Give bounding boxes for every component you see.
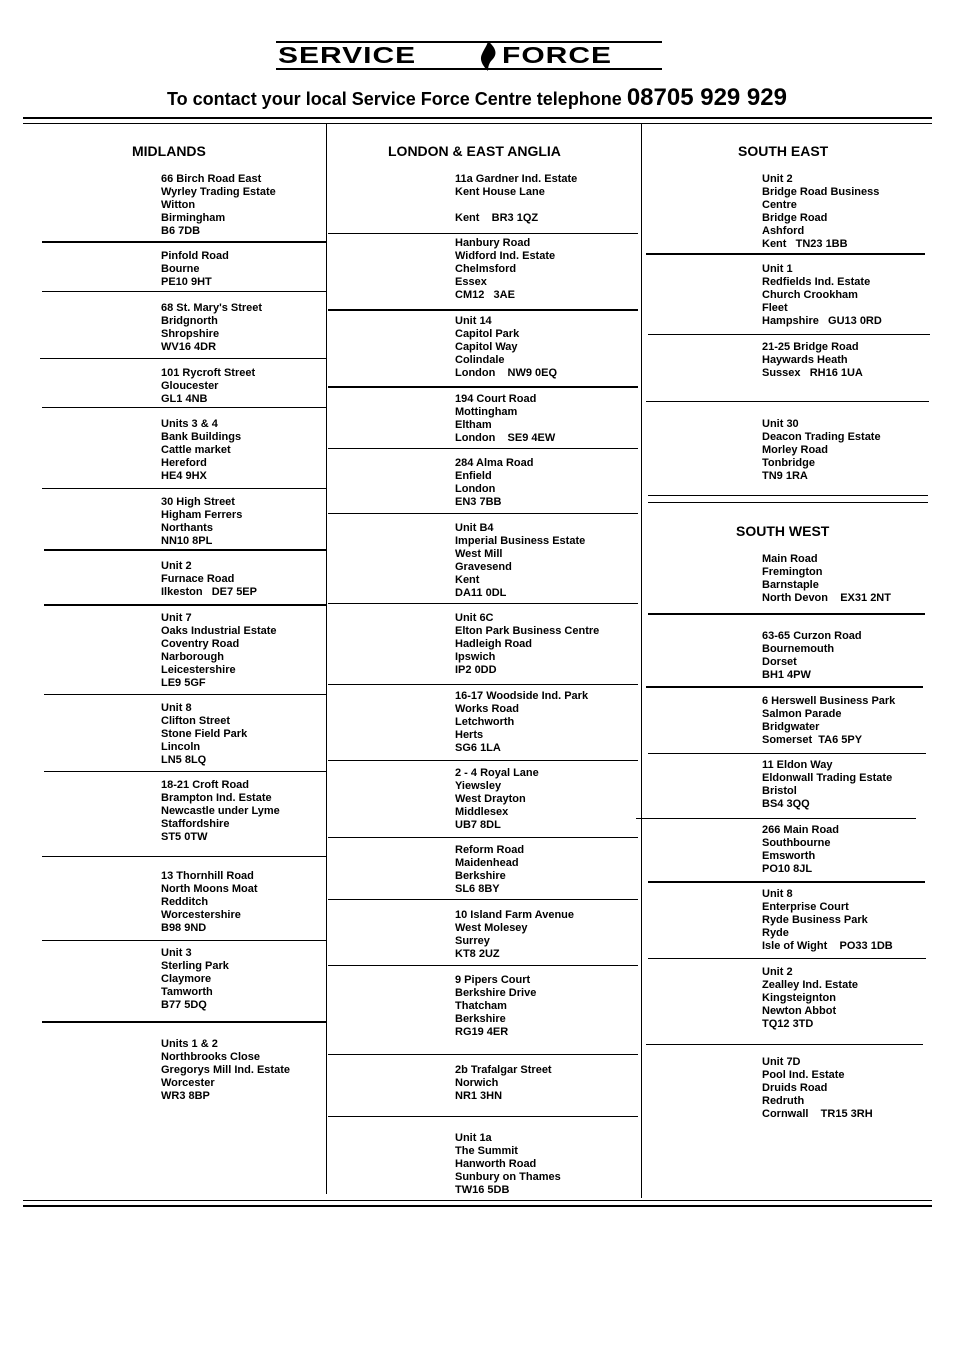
southeast-entry: Unit 2 Bridge Road Business Centre Bridge Road Ashford Kent TN23 1BB — [762, 173, 880, 250]
midlands-separator — [44, 771, 327, 772]
midlands-separator — [42, 291, 327, 292]
southwest-entry: 6 Herswell Business Park Salmon Parade Bridgwater Somerset TA6 5PY — [762, 695, 896, 746]
southwest-separator — [648, 613, 925, 615]
london-entry: 11a Gardner Ind. Estate Kent House Lane Kent BR3 1QZ — [455, 173, 578, 224]
midlands-separator — [40, 358, 327, 359]
column-divider-1 — [326, 124, 327, 1194]
midlands-entry: Units 1 & 2 Northbrooks Close Gregorys Mill Ind. Estate Worcester WR3 8BP — [161, 1038, 290, 1102]
london-entry: Hanbury Road Widford Ind. Estate Chelmsford Essex CM12 3AE — [455, 237, 556, 301]
midlands-entry: Unit 8 Clifton Street Stone Field Park Lincoln LN5 8LQ — [161, 702, 248, 766]
logo-word-force: FORCE — [502, 42, 612, 69]
midlands-entry: Unit 7 Oaks Industrial Estate Coventry Road Narborough Leicestershire LE9 5GF — [161, 612, 277, 689]
southeast-entry: Unit 1 Redfields Ind. Estate Church Crookham Fleet Hampshire GU13 0RD — [762, 263, 882, 327]
southwest-title: SOUTH WEST — [736, 523, 830, 539]
southwest-entry: 266 Main Road Southbourne Emsworth PO10 8JL — [762, 824, 840, 875]
headline-text: To contact your local Service Force Centre telephone — [167, 89, 627, 109]
midlands-entry: Units 3 & 4 Bank Buildings Cattle market Hereford HE4 9HX — [161, 418, 242, 482]
southwest-separator — [648, 958, 926, 959]
southeast-title: SOUTH EAST — [738, 143, 829, 159]
london-separator — [328, 386, 638, 388]
midlands-separator — [42, 488, 327, 489]
london-separator — [328, 760, 638, 761]
london-entry: 10 Island Farm Avenue West Molesey Surrey KT8 2UZ — [455, 909, 575, 960]
bottom-rule-2 — [23, 1205, 932, 1207]
london-entry: 16-17 Woodside Ind. Park Works Road Letchworth Herts SG6 1LA — [455, 690, 589, 754]
southwest-entry: Unit 2 Zealley Ind. Estate Kingsteignton Newton Abbot TQ12 3TD — [762, 966, 858, 1030]
midlands-entry: 30 High Street Higham Ferrers Northants NN10 8PL — [161, 496, 243, 547]
southeast-entry: Unit 30 Deacon Trading Estate Morley Road Tonbridge TN9 1RA — [762, 418, 881, 482]
midlands-separator — [44, 549, 327, 551]
southwest-separator — [636, 818, 916, 819]
southwest-separator — [648, 881, 925, 883]
midlands-entry: 66 Birch Road East Wyrley Trading Estate Witton Birmingham B6 7DB — [161, 173, 276, 237]
london-separator — [328, 603, 638, 604]
london-separator — [328, 513, 638, 514]
phone-number: 08705 929 929 — [626, 84, 787, 111]
top-rule-1 — [23, 117, 932, 119]
midlands-entry: 101 Rycroft Street Gloucester GL1 4NB — [161, 367, 256, 405]
midlands-title: MIDLANDS — [132, 143, 206, 159]
southeast-separator — [648, 334, 930, 335]
london-entry: Unit 14 Capitol Park Capitol Way Colindale London NW9 0EQ — [455, 315, 558, 379]
logo-word-service: SERVICE — [278, 42, 417, 69]
midlands-separator — [42, 856, 327, 857]
top-rule-2 — [23, 123, 932, 124]
midlands-separator — [42, 241, 327, 243]
london-separator — [328, 309, 638, 311]
column-divider-2 — [641, 124, 642, 1198]
midlands-separator — [42, 1021, 327, 1023]
midlands-entry: Unit 3 Sterling Park Claymore Tamworth B77 5DQ — [161, 947, 229, 1011]
london-entry: 9 Pipers Court Berkshire Drive Thatcham Berkshire RG19 4ER — [455, 974, 537, 1038]
london-separator — [328, 684, 638, 685]
midlands-separator — [44, 604, 327, 606]
london-title: LONDON & EAST ANGLIA — [388, 143, 561, 159]
logo-bottom-rule — [276, 68, 662, 70]
london-entry: Unit B4 Imperial Business Estate West Mill Gravesend Kent DA11 0DL — [455, 522, 586, 599]
southwest-entry: 63-65 Curzon Road Bournemouth Dorset BH1 4PW — [762, 630, 862, 681]
london-separator — [328, 233, 638, 234]
southwest-separator — [646, 686, 923, 688]
midlands-entry: Unit 2 Furnace Road Ilkeston DE7 5EP — [161, 560, 257, 598]
london-entry: 194 Court Road Mottingham Eltham London SE9 4EW — [455, 393, 556, 444]
london-separator — [328, 965, 638, 966]
midlands-entry: 13 Thornhill Road North Moons Moat Redditch Worcestershire B98 9ND — [161, 870, 258, 934]
southeast-separator — [648, 502, 928, 503]
southwest-entry: 11 Eldon Way Eldonwall Trading Estate Bristol BS4 3QQ — [762, 759, 893, 810]
southeast-entry: 21-25 Bridge Road Haywards Heath Sussex RH16 1UA — [762, 341, 863, 379]
midlands-entry: 18-21 Croft Road Brampton Ind. Estate Newcastle under Lyme Staffordshire ST5 0TW — [161, 779, 280, 843]
southwest-entry: Main Road Fremington Barnstaple North Devon EX31 2NT — [762, 553, 891, 604]
southeast-separator — [646, 401, 929, 402]
london-separator — [328, 899, 638, 900]
southwest-separator — [648, 753, 926, 754]
london-separator — [328, 1054, 638, 1055]
midlands-separator — [42, 407, 327, 408]
service-force-logo — [276, 40, 662, 72]
london-entry: 284 Alma Road Enfield London EN3 7BB — [455, 457, 534, 508]
southeast-separator — [646, 253, 925, 255]
southeast-separator — [648, 495, 928, 496]
london-entry: 2b Trafalgar Street Norwich NR1 3HN — [455, 1064, 552, 1102]
headline — [0, 84, 954, 112]
london-entry: 2 - 4 Royal Lane Yiewsley West Drayton Middlesex UB7 8DL — [455, 767, 539, 831]
london-entry: Reform Road Maidenhead Berkshire SL6 8BY — [455, 844, 525, 895]
bottom-rule-1 — [23, 1200, 932, 1201]
southwest-entry: Unit 8 Enterprise Court Ryde Business Park Ryde Isle of Wight PO33 1DB — [762, 888, 893, 952]
midlands-entry: Pinfold Road Bourne PE10 9HT — [161, 250, 229, 288]
london-separator — [328, 448, 638, 449]
southwest-separator — [646, 1044, 923, 1045]
london-separator — [328, 837, 638, 838]
midlands-entry: 68 St. Mary's Street Bridgnorth Shropshire WV16 4DR — [161, 302, 263, 353]
london-entry: Unit 6C Elton Park Business Centre Hadleigh Road Ipswich IP2 0DD — [455, 612, 600, 676]
london-entry: Unit 1a The Summit Hanworth Road Sunbury on Thames TW16 5DB — [455, 1132, 561, 1196]
midlands-separator — [42, 940, 327, 941]
midlands-separator — [44, 694, 327, 695]
southwest-entry: Unit 7D Pool Ind. Estate Druids Road Redruth Cornwall TR15 3RH — [762, 1056, 873, 1120]
london-separator — [328, 1116, 638, 1117]
